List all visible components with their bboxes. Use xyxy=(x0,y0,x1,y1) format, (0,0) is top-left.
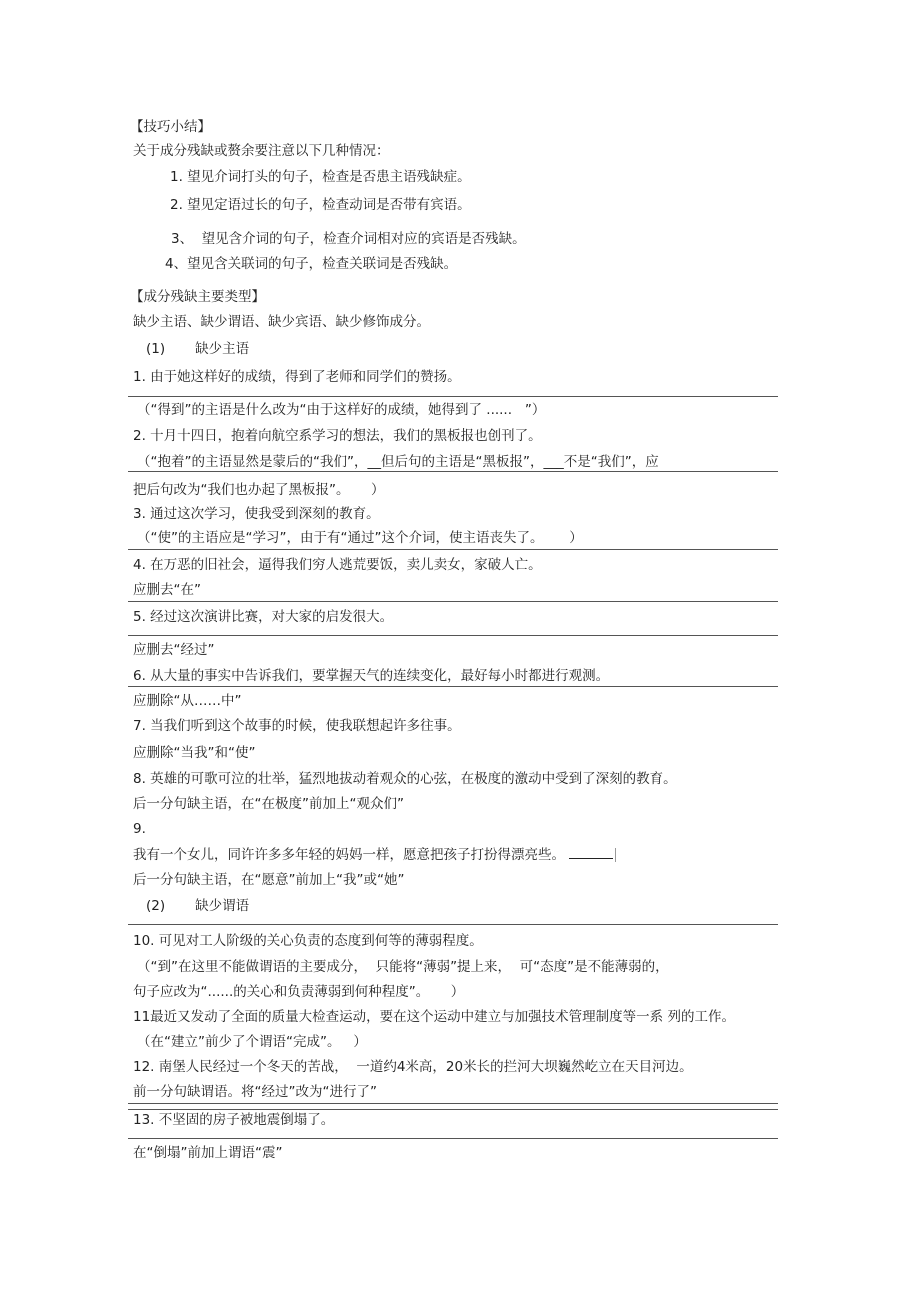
example-line: 3. 通过这次学习，使我受到深刻的教育。 xyxy=(133,506,380,522)
example-text: 我有一个女儿，同许许多多年轻的妈妈一样，愿意把孩子打扮得漂亮些。 xyxy=(133,847,565,863)
divider xyxy=(128,549,778,550)
divider xyxy=(128,1109,778,1110)
bracket-mark xyxy=(613,848,616,862)
note-line: （“到”在这里不能做谓语的主要成分， 只能将“薄弱”提上来， 可“态度”是不能薄弱的， xyxy=(137,959,669,975)
divider xyxy=(128,1138,778,1139)
tips-heading: 【技巧小结】 xyxy=(130,119,211,135)
divider xyxy=(128,471,778,472)
example-line: 1. 由于她这样好的成绩，得到了老师和同学们的赞扬。 xyxy=(133,369,461,385)
example-line: 12. 南堡人民经过一个冬天的苦战， 一道约4米高，20米长的拦河大坝巍然屹立在天目河边。 xyxy=(133,1059,693,1075)
example-line: 10. 可见对工人阶级的关心负责的态度到何等的薄弱程度。 xyxy=(133,933,483,949)
note-line: （“得到”的主语是什么改为“由于这样好的成绩，她得到了 ...... ”） xyxy=(137,402,546,418)
note-line: （“使”的主语应是“学习”，由于有“通过”这个介词，使主语丧失了。 ） xyxy=(137,530,583,546)
tip-item: 3、 望见含介词的句子，检查介词相对应的宾语是否残缺。 xyxy=(171,231,526,247)
tip-item: 2. 望见定语过长的句子，检查动词是否带有宾语。 xyxy=(170,197,471,213)
answer-line: 前一分句缺谓语。将“经过”改为“进行了” xyxy=(133,1084,377,1100)
example-number: 9. xyxy=(133,821,146,837)
answer-line: 在“倒塌”前加上谓语“震” xyxy=(133,1145,283,1161)
divider xyxy=(128,396,778,397)
divider xyxy=(128,601,778,602)
example-line: 8. 英雄的可歌可泣的壮举，猛烈地拔动着观众的心弦，在极度的激动中受到了深刻的教育。 xyxy=(133,771,677,787)
divider xyxy=(128,686,778,687)
example-line: 4. 在万恶的旧社会，逼得我们穷人逃荒要饭，卖儿卖女，家破人亡。 xyxy=(133,557,542,573)
note-line: 句子应改为“......的关心和负责薄弱到何种程度”。 ） xyxy=(133,984,465,1000)
note-line: （在“建立”前少了个谓语“完成”。 ） xyxy=(137,1034,367,1050)
answer-line: 应删除“当我”和“使” xyxy=(133,745,256,761)
section-heading: (2) 缺少谓语 xyxy=(146,898,250,914)
example-line: 2. 十月十四日，抱着向航空系学习的想法，我们的黑板报也创刊了。 xyxy=(133,428,542,444)
tip-item: 4、望见含关联词的句子，检查关联词是否残缺。 xyxy=(165,256,458,272)
answer-line: 后一分句缺主语，在“愿意”前加上“我”或“她” xyxy=(133,872,405,888)
answer-line: 应删去“经过” xyxy=(133,642,215,658)
example-line: 13. 不坚固的房子被地震倒塌了。 xyxy=(133,1112,335,1128)
answer-line: 应删去“在” xyxy=(133,582,201,598)
types-intro: 缺少主语、缺少谓语、缺少宾语、缺少修饰成分。 xyxy=(133,314,430,330)
example-line: 5. 经过这次演讲比赛，对大家的启发很大。 xyxy=(133,609,394,625)
note-line: 把后句改为“我们也办起了黑板报”。 ） xyxy=(133,482,385,498)
types-heading: 【成分残缺主要类型】 xyxy=(130,289,265,305)
tip-item: 1. 望见介词打头的句子，检查是否患主语残缺症。 xyxy=(170,169,471,185)
divider xyxy=(128,1103,778,1104)
example-line: 7. 当我们听到这个故事的时候，使我联想起许多往事。 xyxy=(133,718,461,734)
divider xyxy=(128,635,778,636)
answer-line: 后一分句缺主语，在“在极度”前加上“观众们” xyxy=(133,796,404,812)
answer-blank xyxy=(569,846,613,859)
example-line xyxy=(133,846,616,864)
note-line: （“抱着”的主语显然是蒙后的“我们”，__但后句的主语是“黑板报”，___不是“我们”，应 xyxy=(137,454,659,470)
answer-line: 应删除“从……中” xyxy=(133,693,242,709)
example-line: 6. 从大量的事实中告诉我们，要掌握天气的连续变化，最好每小时都进行观测。 xyxy=(133,668,610,684)
divider xyxy=(128,924,778,925)
example-line: 11最近又发动了全面的质量大检查运动，要在这个运动中建立与加强技术管理制度等一系 列的工作。 xyxy=(133,1009,735,1025)
tips-intro: 关于成分残缺或赘余要注意以下几种情况： xyxy=(133,143,390,159)
section-heading: (1) 缺少主语 xyxy=(146,341,250,357)
